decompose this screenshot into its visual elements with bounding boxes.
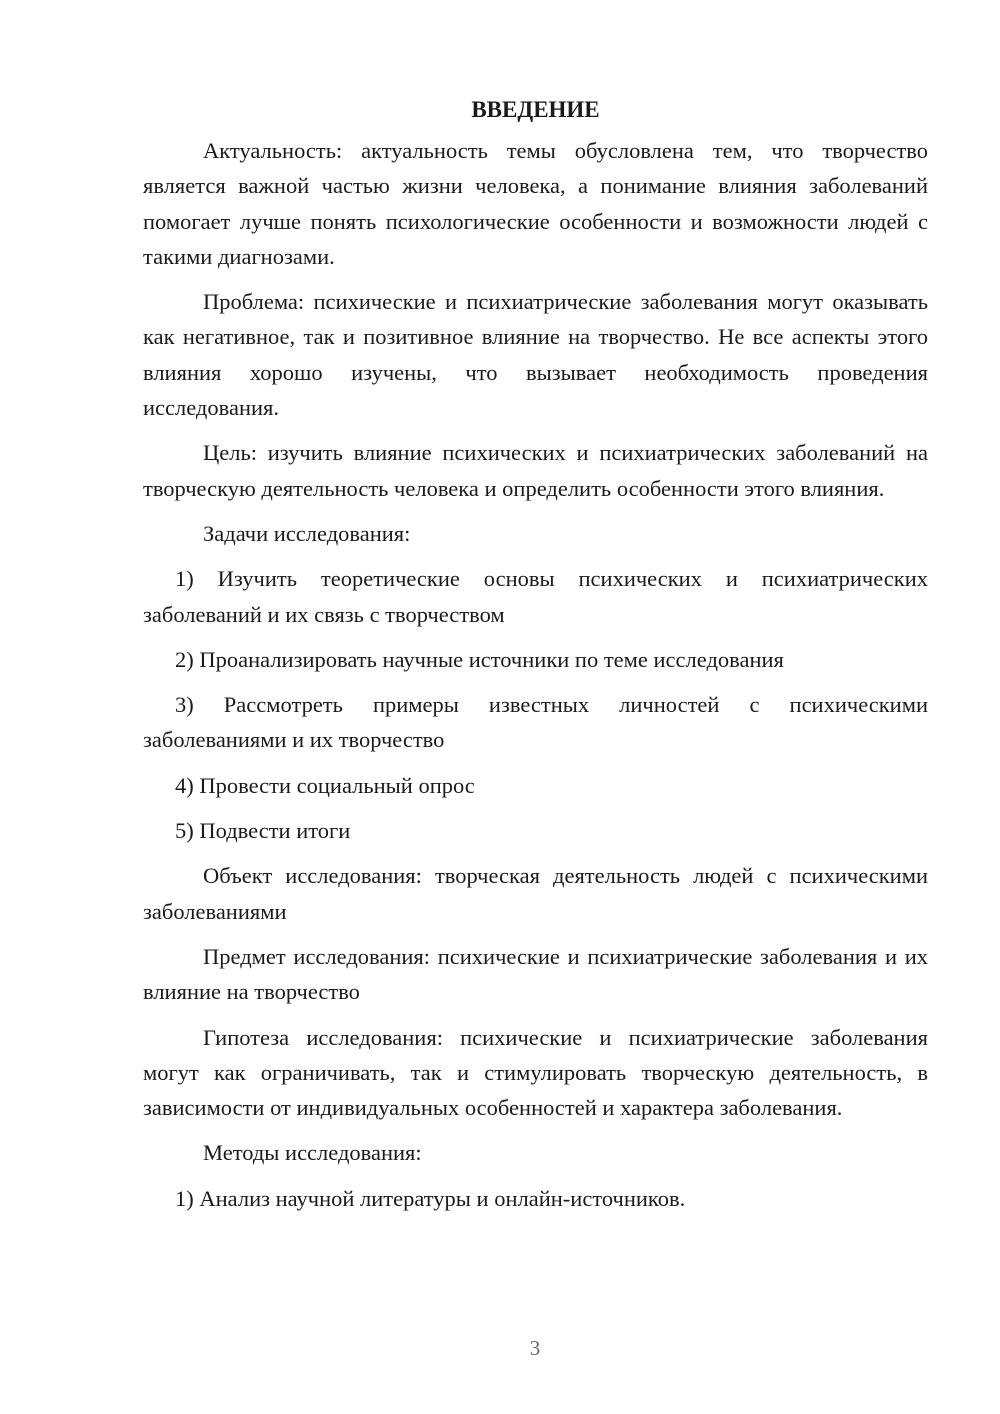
page-title: ВВЕДЕНИЕ — [471, 97, 600, 122]
paragraph-subject: Предмет исследования: психические и психиатрические заболевания и их влияние на творчество — [143, 943, 928, 1005]
paragraph-object: Объект исследования: творческая деятельность людей с психическими заболеваниями — [143, 863, 928, 924]
paragraph-relevance: Актуальность: актуальность темы обусловлена тем, что творчество является важной частью жизни человека, а понимание влияния заболеваний помогает лучше понять психологические особенности и возможности людей с такими диагнозами. — [143, 138, 928, 269]
task-item-1: 1) Изучить теоретические основы психических и психиатрических заболеваний и их связь с творчеством — [143, 566, 928, 627]
method-item-1: 1) Анализ научной литературы и онлайн-источников. — [175, 1185, 686, 1211]
paragraph-methods-heading: Методы исследования: — [203, 1140, 422, 1166]
task-item-3: 3) Рассмотреть примеры известных личностей с психическими заболеваниями и их творчество — [143, 692, 928, 753]
paragraph-hypothesis: Гипотеза исследования: психические и психиатрические заболевания могут как ограничивать, так и стимулировать творческую деятельность, в зависимости от индивидуальных особенностей и характера заболевания. — [143, 1024, 928, 1121]
task-item-2: 2) Проанализировать научные источники по теме исследования — [175, 646, 784, 672]
task-item-4: 4) Провести социальный опрос — [175, 772, 475, 798]
page-number: 3 — [529, 1336, 541, 1360]
paragraph-problem: Проблема: психические и психиатрические заболевания могут оказывать как негативное, так и позитивное влияние на творчество. Не все аспекты этого влияния хорошо изучены, что вызывает необходимость проведения исследования. — [143, 289, 928, 421]
document-page — [143, 92, 928, 1226]
paragraph-tasks-heading: Задачи исследования: — [203, 520, 411, 546]
paragraph-goal: Цель: изучить влияние психических и психиатрических заболеваний на творческую деятельность человека и определить особенности этого влияния. — [143, 440, 928, 501]
task-item-5: 5) Подвести итоги — [175, 818, 351, 844]
